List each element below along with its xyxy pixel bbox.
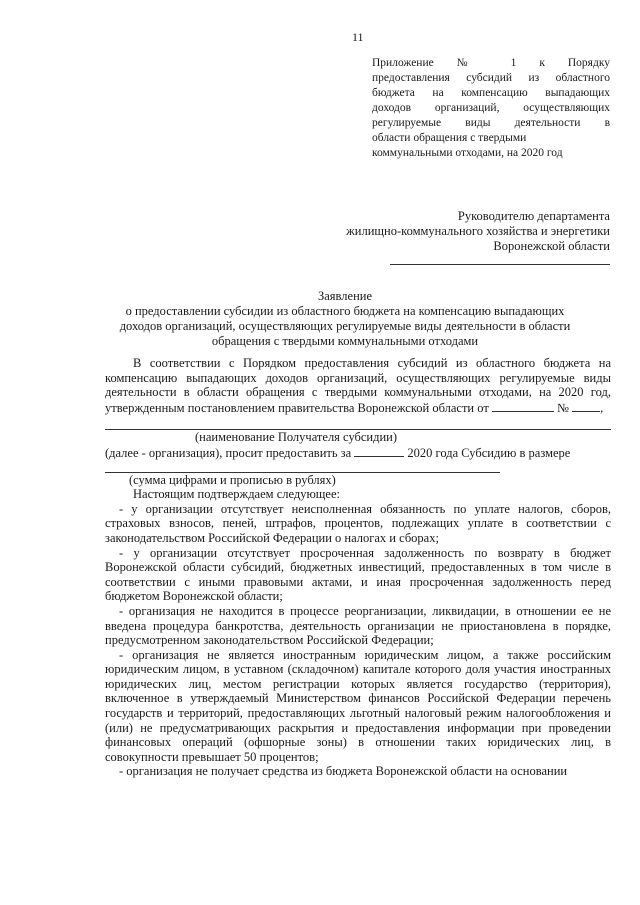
condition-item: - организация не находится в процессе реорганизации, ликвидации, в отношении ее не введена процедура банкротства, деятельность организации не приостановлена в порядке, предусмотренном законодательством Российской Федерации;: [105, 603, 611, 648]
amount-field[interactable]: [105, 461, 500, 473]
decree-date-field[interactable]: [492, 400, 554, 412]
appendix-line: предоставления субсидий из областного: [372, 72, 610, 84]
period-field[interactable]: [354, 445, 404, 457]
condition-item: - организация не получает средства из бюджета Воронежской области на основании: [119, 764, 568, 779]
intro-paragraph: [105, 356, 611, 415]
recipient-name-field[interactable]: [105, 417, 611, 430]
condition-item: - организация не является иностранным юридическим лицом, а также российским юридическим лицом, в уставном (складочном) капитале которого доля участия иностранных юридических лиц, местом регистрации которых является государство (территория), включенное в утверждаемый Министерством финансов Российской Федерации перечень государств и территорий, предоставляющих льготный налоговый режим налогообложения и (или) не предусматривающих раскрытия и предоставления информации при проведении финансовых операций (офшорные зоны) в отношении таких юридических лиц, в совокупности превышает 50 процентов;: [105, 647, 611, 764]
confirm-intro: Настоящим подтверждаем следующее:: [133, 487, 341, 502]
appendix-line: коммунальными отходами, на 2020 год: [372, 147, 563, 159]
decree-number-field[interactable]: [572, 400, 600, 412]
request-text: (далее - организация), просит предоставить за: [105, 445, 352, 460]
title-line: о предоставлении субсидии из областного бюджета на компенсацию выпадающих: [125, 304, 565, 318]
addressee-signature-line[interactable]: [390, 264, 610, 265]
addressee-line: Воронежской области: [493, 239, 610, 253]
page-number: 11: [352, 30, 364, 44]
title-line: обращения с твердыми коммунальными отходами: [211, 334, 479, 348]
title-line: доходов организаций, осуществляющих регулируемые виды деятельности в области: [119, 319, 571, 333]
document-title: [110, 289, 580, 349]
condition-item: - у организации отсутствует просроченная задолженность по возврату в бюджет Воронежской области субсидий, бюджетных инвестиций, предоставленных в том числе в соответствии с иными правовыми актами, и иная просроченная задолженность перед бюджетом Воронежской области;: [105, 545, 611, 604]
appendix-line: области обращения с твердыми: [372, 132, 527, 144]
request-text-2: 2020 года Субсидию в размере: [407, 445, 571, 460]
addressee-line: Руководителю департамента: [457, 209, 610, 223]
condition-item: - у организации отсутствует неисполненная обязанность по уплате налогов, сборов, страховых взносов, пеней, штрафов, процентов, подлежащих уплате в соответствии с законодательством Российской Федерации о налогах и сборах;: [105, 501, 611, 545]
request-paragraph: [105, 445, 611, 461]
recipient-caption: (наименование Получателя субсидии): [195, 430, 398, 445]
intro-text: В соответствии с Порядком предоставления субсидий из областного бюджета на компенсацию выпадающих доходов организаций, осуществляющих регулируемые виды деятельности в области обращения с твердыми коммунальными отходами, на 2020 год, утвержденным постановлением правительства Воронежской области от: [105, 356, 611, 415]
appendix-line: регулируемые виды деятельности в: [372, 117, 610, 129]
amount-caption: (сумма цифрами и прописью в рублях): [129, 472, 336, 487]
addressee-line: жилищно-коммунального хозяйства и энергетики: [346, 224, 610, 238]
appendix-header: [372, 56, 610, 161]
appendix-line: бюджета на компенсацию выпадающих: [372, 87, 610, 99]
title-heading: Заявление: [317, 289, 372, 303]
intro-number-sign: №: [557, 400, 569, 415]
appendix-line: Приложение № 1 к Порядку: [372, 57, 610, 69]
document-body: [105, 356, 611, 779]
intro-end: ,: [600, 400, 604, 415]
addressee-block: [310, 209, 610, 254]
appendix-line: доходов организаций, осуществляющих: [372, 102, 610, 114]
